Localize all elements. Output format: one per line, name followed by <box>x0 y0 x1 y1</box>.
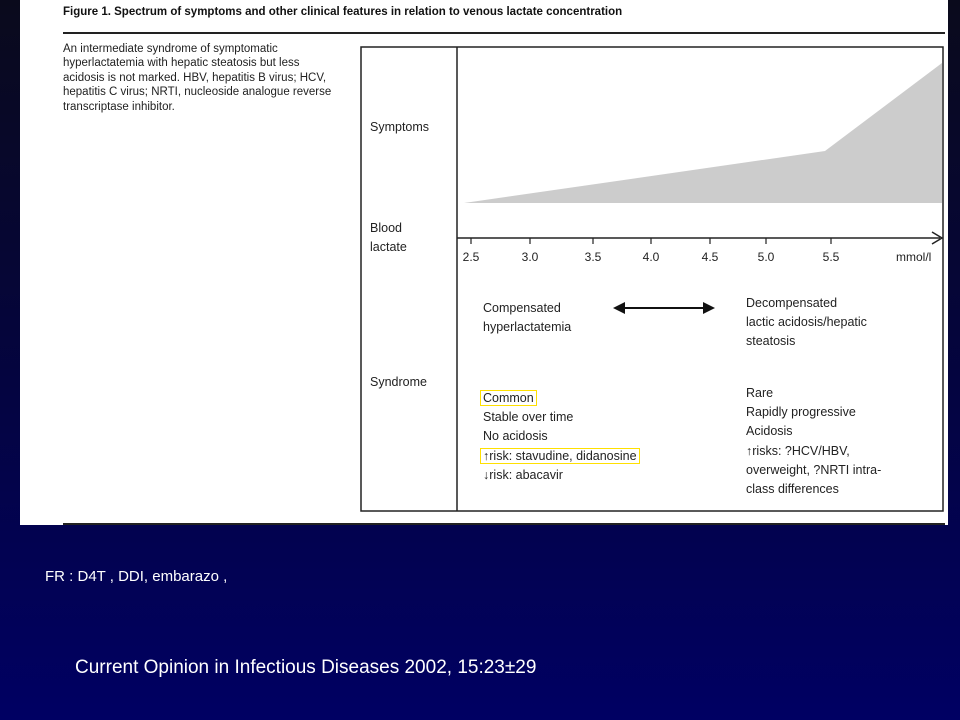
syndrome-name-line: steatosis <box>746 334 796 349</box>
arrow-left-head <box>613 302 625 314</box>
compensated-syndrome-name <box>483 299 571 337</box>
tick-label: 2.5 <box>462 250 480 264</box>
tick-label: 4.0 <box>642 250 660 264</box>
decompensated-features <box>746 384 881 499</box>
feature-risks-cont: class differences <box>746 482 839 497</box>
down-arrow-icon: ↓ <box>483 467 490 482</box>
feature-decreased-risk <box>483 466 640 485</box>
tick-label: 3.0 <box>521 250 539 264</box>
figure-panel <box>20 0 948 525</box>
figure-caption: An intermediate syndrome of symptomatic hyperlactatemia with hepatic steatosis but less acidosis is not marked. HBV, hepatitis B virus; HCV, hepatitis C virus; NRTI, nucleoside analogue reverse transcriptase inhibitor. <box>63 43 332 113</box>
row-label-lactate: lactate <box>370 240 407 254</box>
feature-rare: Rare <box>746 386 774 400</box>
up-arrow-icon: ↑ <box>746 443 753 458</box>
symptom-severity-area <box>464 63 942 203</box>
compensated-features <box>483 389 640 485</box>
row-label-blood-lactate <box>370 219 407 257</box>
highlight-common: Common <box>480 390 537 406</box>
tick-label: 5.0 <box>757 250 775 264</box>
feature-no-acidosis: No acidosis <box>483 429 548 444</box>
up-arrow-icon: ↑ <box>483 448 490 463</box>
feature-acidosis: Acidosis <box>746 424 793 439</box>
syndrome-name-line: hyperlactatemia <box>483 320 572 335</box>
tick-label: 3.5 <box>584 250 602 264</box>
row-label-blood: Blood <box>370 221 402 235</box>
feature-progressive: Rapidly progressive <box>746 405 856 420</box>
footer-note: FR : D4T , DDI, embarazo , <box>45 568 228 585</box>
decreased-risk-text: risk: abacavir <box>489 467 563 482</box>
risks-text: risks: ?HCV/HBV, <box>752 443 850 458</box>
decompensated-syndrome-name <box>746 294 867 352</box>
tick-label: 4.5 <box>701 250 719 264</box>
bottom-rule <box>63 523 945 525</box>
tick-label: 5.5 <box>822 250 840 264</box>
highlight-increased-risk <box>480 448 640 464</box>
feature-common <box>483 389 640 408</box>
syndrome-name-line: Compensated <box>483 301 561 315</box>
row-label-syndrome: Syndrome <box>370 375 427 389</box>
feature-risks-cont: overweight, ?NRTI intra- <box>746 462 882 477</box>
increased-risk-text: risk: stavudine, didanosine <box>489 448 637 463</box>
figure-title: Figure 1. Spectrum of symptoms and other clinical features in relation to venous lactate concentration <box>63 6 623 18</box>
row-label-symptoms: Symptoms <box>370 120 430 134</box>
feature-risks <box>746 442 881 461</box>
syndrome-name-line: Decompensated <box>746 296 838 310</box>
citation: Current Opinion in Infectious Diseases 2002, 15:23±29 <box>75 657 537 678</box>
arrow-right-head <box>703 302 715 314</box>
feature-stable: Stable over time <box>483 410 574 425</box>
syndrome-name-line: lactic acidosis/hepatic <box>746 315 867 330</box>
feature-increased-risk <box>483 447 640 466</box>
axis-unit-label: mmol/l <box>896 250 932 264</box>
